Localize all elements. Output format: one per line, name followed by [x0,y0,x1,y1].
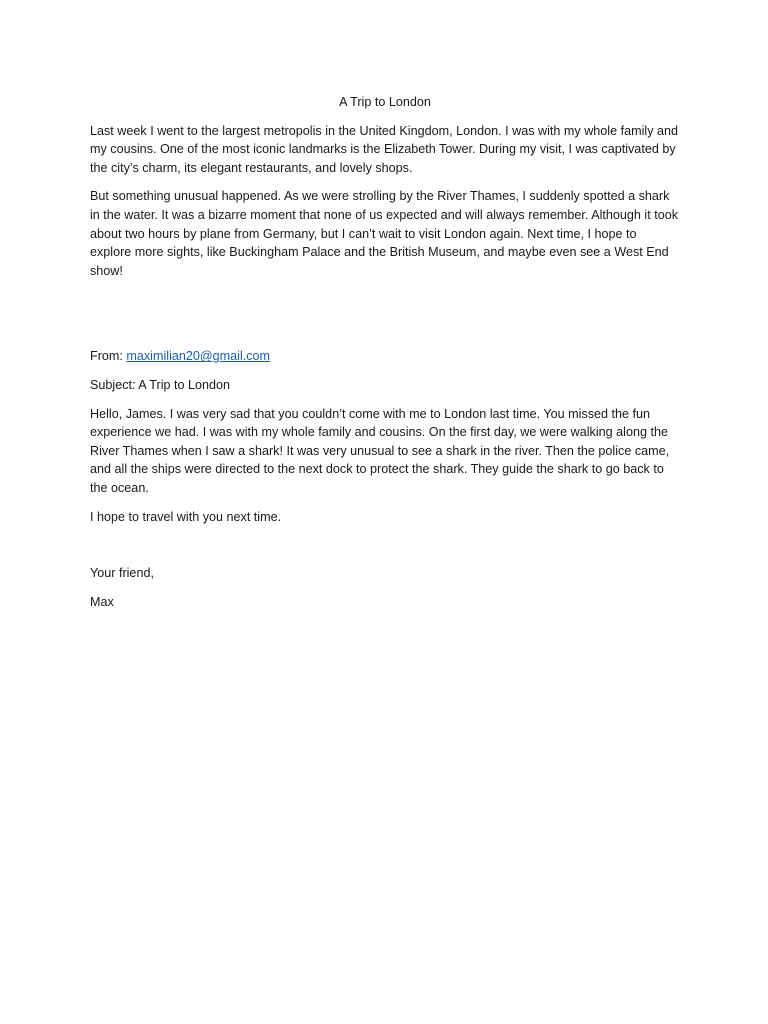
closing-gap [90,536,680,564]
document-page [90,93,680,621]
email-body-paragraph-2: I hope to travel with you next time. [90,509,282,524]
email-from-address-link[interactable]: maximilian20@gmail.com [126,349,271,364]
email-closing: Your friend, [90,566,154,581]
story-paragraph-1: Last week I went to the largest metropolis in the United Kingdom, London. I was with my whole family and my cousins. One of the most iconic landmarks is the Elizabeth Tower. During my visit, I was captivated by the city’s charm, its elegant restaurants, and lovely shops. [90,123,679,175]
story-paragraph-2: But something unusual happened. As we were strolling by the River Thames, I suddenly spotted a shark in the water. It was a bizarre moment that none of us expected and will always remember. Although it took about two hours by plane from Germany, but I can’t wait to visit London again. Next time, I hope to explore more sights, like Buckingham Palace and the British Museum, and maybe even see a West End show! [90,189,679,278]
email-subject-line: Subject: A Trip to London [90,377,231,392]
email-from-line [90,347,680,366]
section-gap [90,290,680,347]
email-signature: Max [90,594,114,609]
document-title: A Trip to London [339,95,431,109]
email-body-paragraph-1: Hello, James. I was very sad that you couldn’t come with me to London last time. You missed the fun experience we had. I was with my whole family and cousins. On the first day, we were walking along the River Thames when I saw a shark! It was very unusual to see a shark in the river. Then the police came, and all the ships were directed to the next dock to protect the shark. They guide the shark to go back to the ocean. [90,406,670,495]
email-from-label: From: [90,349,127,364]
